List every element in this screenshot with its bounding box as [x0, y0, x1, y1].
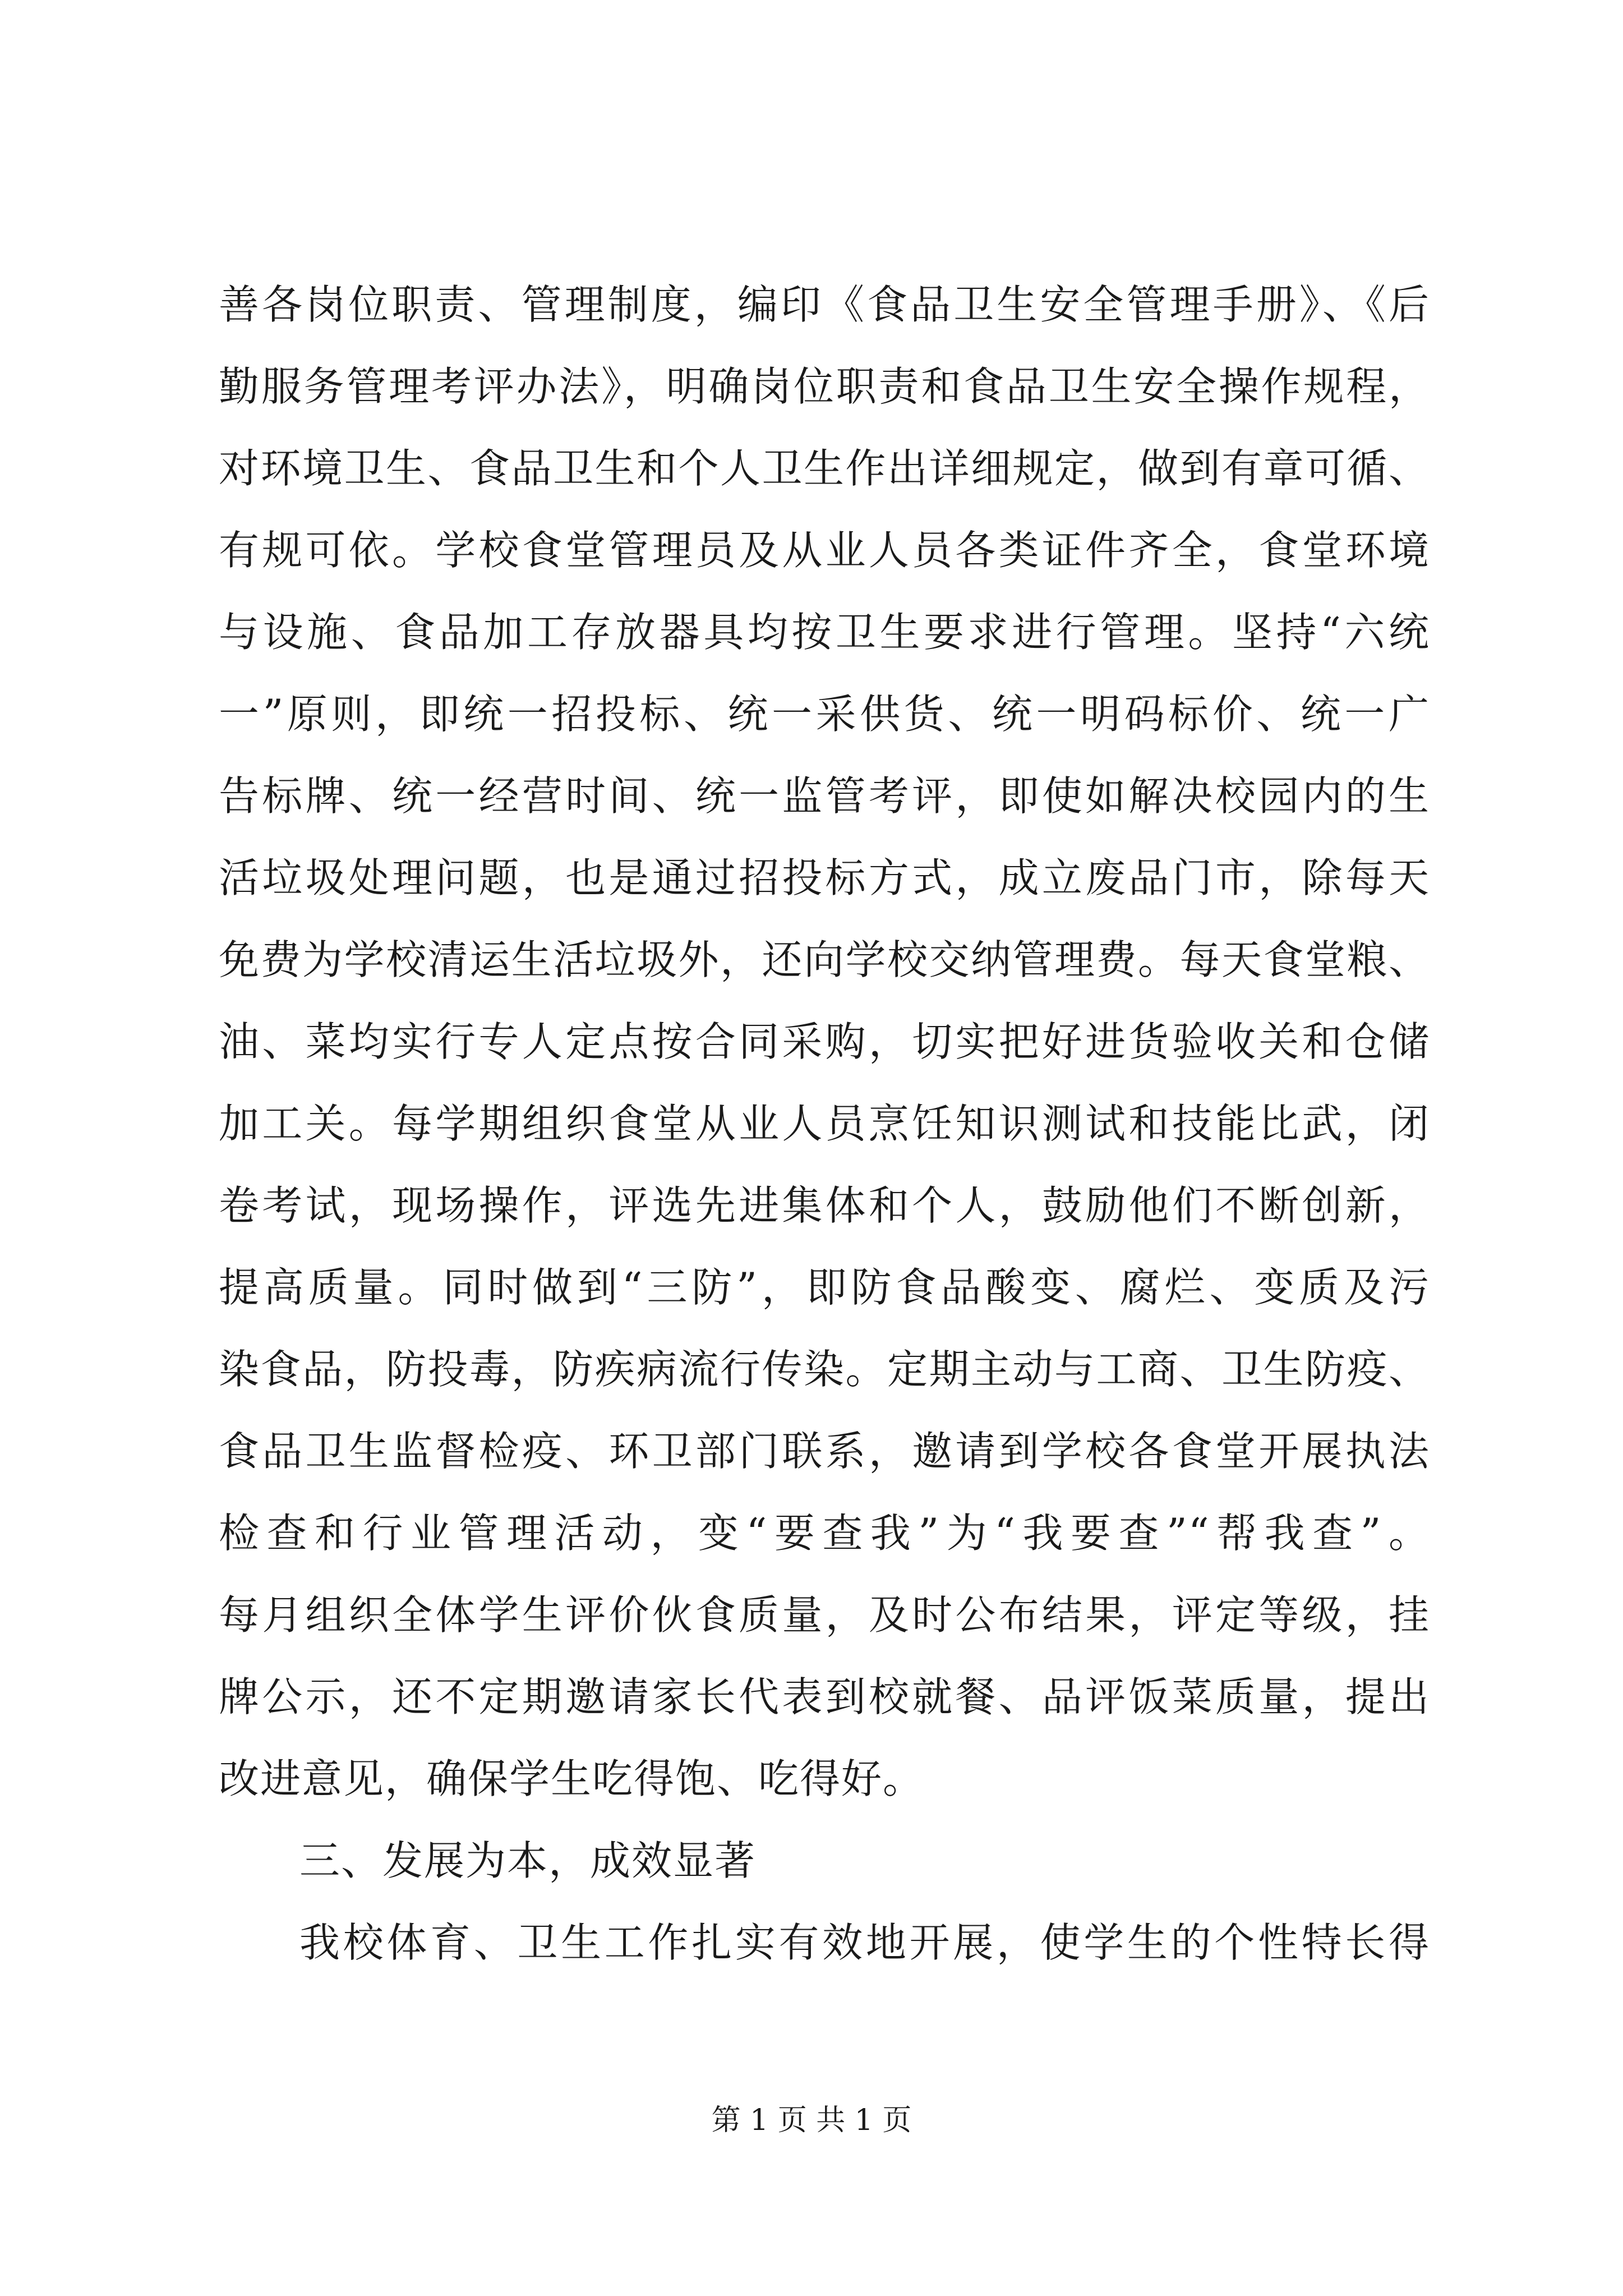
- paragraph-first-line: 我校体育、卫生工作扎实有效地开展，使学生的个性特长得: [299, 1919, 1430, 1966]
- text-line: 卷考试，现场操作，评选先进集体和个人，鼓励他们不断创新，: [219, 1182, 1430, 1229]
- document-body: [219, 264, 1430, 1984]
- text-line: 有规可依。学校食堂管理员及从业人员各类证件齐全，食堂环境: [219, 527, 1430, 574]
- text-line: 活垃圾处理问题，也是通过招投标方式，成立废品门市，除每天: [219, 854, 1430, 901]
- text-line: 告标牌、统一经营时间、统一监管考评，即使如解决校园内的生: [219, 772, 1430, 820]
- page-footer: 第 1 页 共 1 页: [711, 2104, 912, 2137]
- text-line: 与设施、食品加工存放器具均按卫生要求进行管理。坚持“六统: [219, 609, 1430, 656]
- text-line: 勤服务管理考评办法》，明确岗位职责和食品卫生安全操作规程，: [219, 363, 1430, 410]
- text-line: 牌公示，还不定期邀请家长代表到校就餐、品评饭菜质量，提出: [219, 1673, 1430, 1720]
- text-line: 对环境卫生、食品卫生和个人卫生作出详细规定，做到有章可循、: [219, 445, 1430, 492]
- text-line: 检查和行业管理活动，变“要查我”为“我要查”“帮我查”。: [219, 1510, 1430, 1557]
- text-line: 每月组织全体学生评价伙食质量，及时公布结果，评定等级，挂: [219, 1591, 1430, 1639]
- text-line: 善各岗位职责、管理制度，编印《食品卫生安全管理手册》、《后: [219, 281, 1430, 328]
- text-line: 加工关。每学期组织食堂从业人员烹饪知识测试和技能比武，闭: [219, 1100, 1430, 1147]
- section-heading: 三、发展为本，成效显著: [299, 1837, 757, 1884]
- text-line-last: 改进意见，确保学生吃得饱、吃得好。: [219, 1755, 925, 1802]
- text-line: 油、菜均实行专人定点按合同采购，切实把好进货验收关和仓储: [219, 1018, 1430, 1065]
- text-line: 免费为学校清运生活垃圾外，还向学校交纳管理费。每天食堂粮、: [219, 936, 1430, 983]
- text-line: 一”原则，即统一招投标、统一采供货、统一明码标价、统一广: [219, 691, 1430, 738]
- text-line: 提高质量。同时做到“三防”，即防食品酸变、腐烂、变质及污: [219, 1264, 1430, 1311]
- text-line: 染食品，防投毒，防疾病流行传染。定期主动与工商、卫生防疫、: [219, 1346, 1430, 1393]
- text-line: 食品卫生监督检疫、环卫部门联系，邀请到学校各食堂开展执法: [219, 1428, 1430, 1475]
